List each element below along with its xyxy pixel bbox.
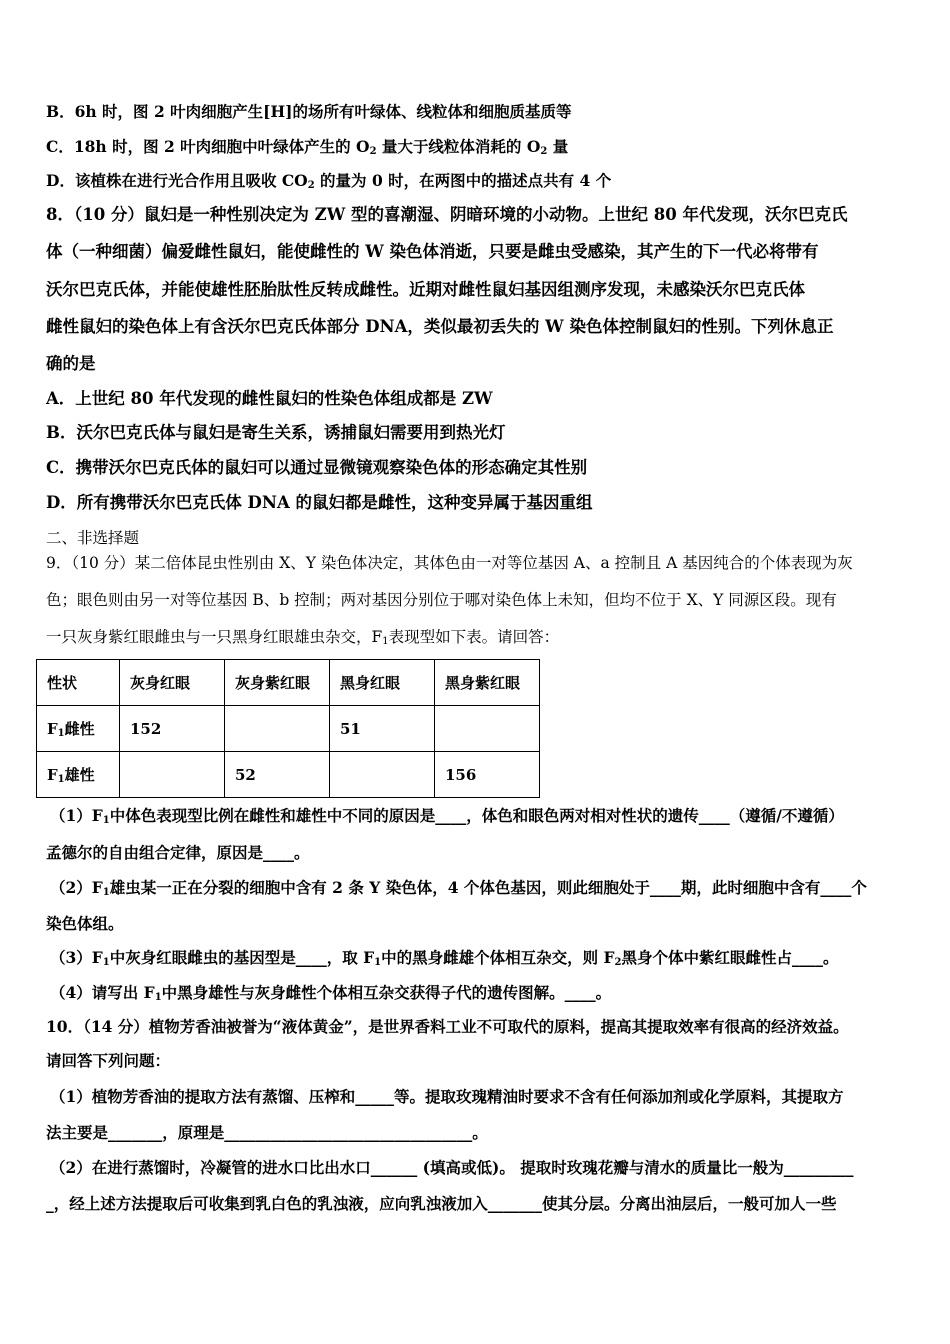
subscript: 2 xyxy=(540,146,548,157)
row-label-f: F xyxy=(47,766,58,784)
table-row xyxy=(37,706,540,752)
q9-part-1 xyxy=(50,806,844,831)
subscript: 1 xyxy=(374,957,382,968)
table-header-row xyxy=(37,660,540,706)
q9-part-3 xyxy=(50,948,839,973)
table-row-label xyxy=(37,752,120,798)
q9-part-2-text1: （2）F xyxy=(50,878,103,897)
table-cell xyxy=(330,752,435,798)
table-header-cell: 黑身紫红眼 xyxy=(435,660,540,706)
section-heading: 二、非选择题 xyxy=(46,529,140,547)
q9-line-3-text1: 一只灰身紫红眼雌虫与一只黑身红眼雄虫杂交，F xyxy=(46,628,383,646)
q10-line-2: 请回答下列问题： xyxy=(46,1051,171,1070)
q9-part-2-text2: 雄虫某一正在分裂的细胞中含有 2 条 Y 染色体，4 个体色基因，则此细胞处于____期，此时细胞中含有____个 xyxy=(109,878,867,897)
table-cell xyxy=(435,706,540,752)
table-row-label xyxy=(37,706,120,752)
q8-option-d: D．所有携带沃尔巴克氏体 DNA 的鼠妇都是雌性，这种变异属于基因重组 xyxy=(46,493,593,512)
q9-part-3-text2: 中灰身红眼雌虫的基因型是____，取 F xyxy=(109,948,375,967)
table-header-cell: 黑身红眼 xyxy=(330,660,435,706)
q7-option-c-text2: 量大于线粒体消耗的 O xyxy=(376,137,541,156)
q7-option-d xyxy=(46,171,611,196)
q9-part-4-text1: （4）请写出 F xyxy=(50,983,155,1002)
q8-line-5: 确的是 xyxy=(46,354,96,373)
subscript: 1 xyxy=(102,887,110,898)
phenotype-table xyxy=(36,659,540,798)
q8-line-1: 8．（10 分）鼠妇是一种性别决定为 ZW 型的喜潮湿、阴暗环境的小动物。上世纪 80 年代发现，沃尔巴克氏 xyxy=(46,205,848,224)
q8-option-a: A．上世纪 80 年代发现的雌性鼠妇的性染色体组成都是 ZW xyxy=(46,389,493,408)
subscript: 1 xyxy=(102,957,110,968)
q8-line-3: 沃尔巴克氏体，并能使雄性胚胎肽性反转成雌性。近期对雌性鼠妇基因组测序发现，未感染沃尔巴克氏体 xyxy=(46,280,805,299)
table-cell: 156 xyxy=(435,752,540,798)
q10-line-6: _，经上述方法提取后可收集到乳白色的乳浊液，应向乳浊液加入_______使其分层。分离出油层后，一般可加人一些 xyxy=(46,1194,837,1213)
row-label-f: F xyxy=(47,720,58,738)
q10-line-1: 10．（14 分）植物芳香油被誉为“液体黄金”，是世界香料工业不可取代的原料，提高其提取效率有很高的经济效益。 xyxy=(46,1017,849,1036)
q9-line-3-text2: 表现型如下表。请回答： xyxy=(388,628,560,646)
table-cell: 51 xyxy=(330,706,435,752)
q9-part-2 xyxy=(50,878,867,903)
table-header-cell: 灰身紫红眼 xyxy=(225,660,330,706)
q9-line-1: 9．（10 分）某二倍体昆虫性别由 X、Y 染色体决定，其体色由一对等位基因 A、a 控制且 A 基因纯合的个体表现为灰 xyxy=(46,554,853,572)
subscript: 1 xyxy=(57,774,65,785)
table-cell: 152 xyxy=(120,706,225,752)
q8-option-b: B．沃尔巴克氏体与鼠妇是寄生关系，诱捕鼠妇需要用到热光灯 xyxy=(46,423,506,442)
row-label-sex: 雄性 xyxy=(64,766,95,784)
table-cell xyxy=(225,706,330,752)
q9-part-1-text2: 中体色表现型比例在雌性和雄性中不同的原因是____，体色和眼色两对相对性状的遗传____（遵循/不遵循） xyxy=(109,806,844,825)
q7-option-d-text1: D．该植株在进行光合作用且吸收 CO xyxy=(46,171,308,190)
q9-line-3 xyxy=(46,627,559,652)
table-row xyxy=(37,752,540,798)
q7-option-c-text3: 量 xyxy=(547,137,569,156)
q8-line-2: 体（一种细菌）偏爱雌性鼠妇，能使雌性的 W 染色体消逝，只要是雌虫受感染，其产生的下一代必将带有 xyxy=(46,242,819,261)
table-cell: 52 xyxy=(225,752,330,798)
table-header-cell: 灰身红眼 xyxy=(120,660,225,706)
q9-part-1-cont: 孟德尔的自由组合定律，原因是____。 xyxy=(46,843,310,862)
q9-part-1-text1: （1）F xyxy=(50,806,103,825)
q9-part-2-cont: 染色体组。 xyxy=(46,914,124,933)
q10-line-5: （2）在进行蒸馏时，冷凝管的进水口比出水口______ (填高或低)。 提取时玫瑰花瓣与清水的质量比一般为_________ xyxy=(50,1158,854,1177)
q7-option-c xyxy=(46,137,568,162)
q9-part-4-text2: 中黑身雄性与灰身雌性个体相互杂交获得子代的遗传图解。____。 xyxy=(161,983,612,1002)
q10-line-4: 法主要是_______，原理是________________________________。 xyxy=(46,1123,488,1142)
q9-part-3-text1: （3）F xyxy=(50,948,103,967)
table-header-cell: 性状 xyxy=(37,660,120,706)
q8-line-4: 雌性鼠妇的染色体上有含沃尔巴克氏体部分 DNA，类似最初丢失的 W 染色体控制鼠妇的性别。下列休息正 xyxy=(46,317,834,336)
q9-part-3-text4: 黑身个体中紫红眼雌性占____。 xyxy=(621,948,839,967)
q7-option-c-text1: C．18h 时，图 2 叶肉细胞中叶绿体产生的 O xyxy=(46,137,370,156)
subscript: 1 xyxy=(154,992,162,1003)
subscript: 2 xyxy=(369,146,377,157)
subscript: 2 xyxy=(307,180,315,191)
table-cell xyxy=(120,752,225,798)
q9-line-2: 色；眼色则由另一对等位基因 B、b 控制；两对基因分别位于哪对染色体上未知，但均不位于 X、Y 同源区段。现有 xyxy=(46,591,837,609)
q9-part-4 xyxy=(50,983,611,1008)
q8-option-c: C．携带沃尔巴克氏体的鼠妇可以通过显微镜观察染色体的形态确定其性别 xyxy=(46,458,588,477)
subscript: 1 xyxy=(57,728,65,739)
subscript: 1 xyxy=(102,815,110,826)
q7-option-d-text2: 的量为 0 时，在两图中的描述点共有 4 个 xyxy=(314,171,612,190)
q7-option-b: B．6h 时，图 2 叶肉细胞产生[H]的场所有叶绿体、线粒体和细胞质基质等 xyxy=(46,102,572,121)
row-label-sex: 雌性 xyxy=(64,720,95,738)
q9-part-3-text3: 中的黑身雌雄个体相互杂交，则 F xyxy=(381,948,615,967)
subscript: 2 xyxy=(614,957,622,968)
q10-line-3: （1）植物芳香油的提取方法有蒸馏、压榨和_____等。提取玫瑰精油时要求不含有任何添加剂或化学原料，其提取方 xyxy=(50,1087,844,1106)
subscript: 1 xyxy=(382,636,389,647)
